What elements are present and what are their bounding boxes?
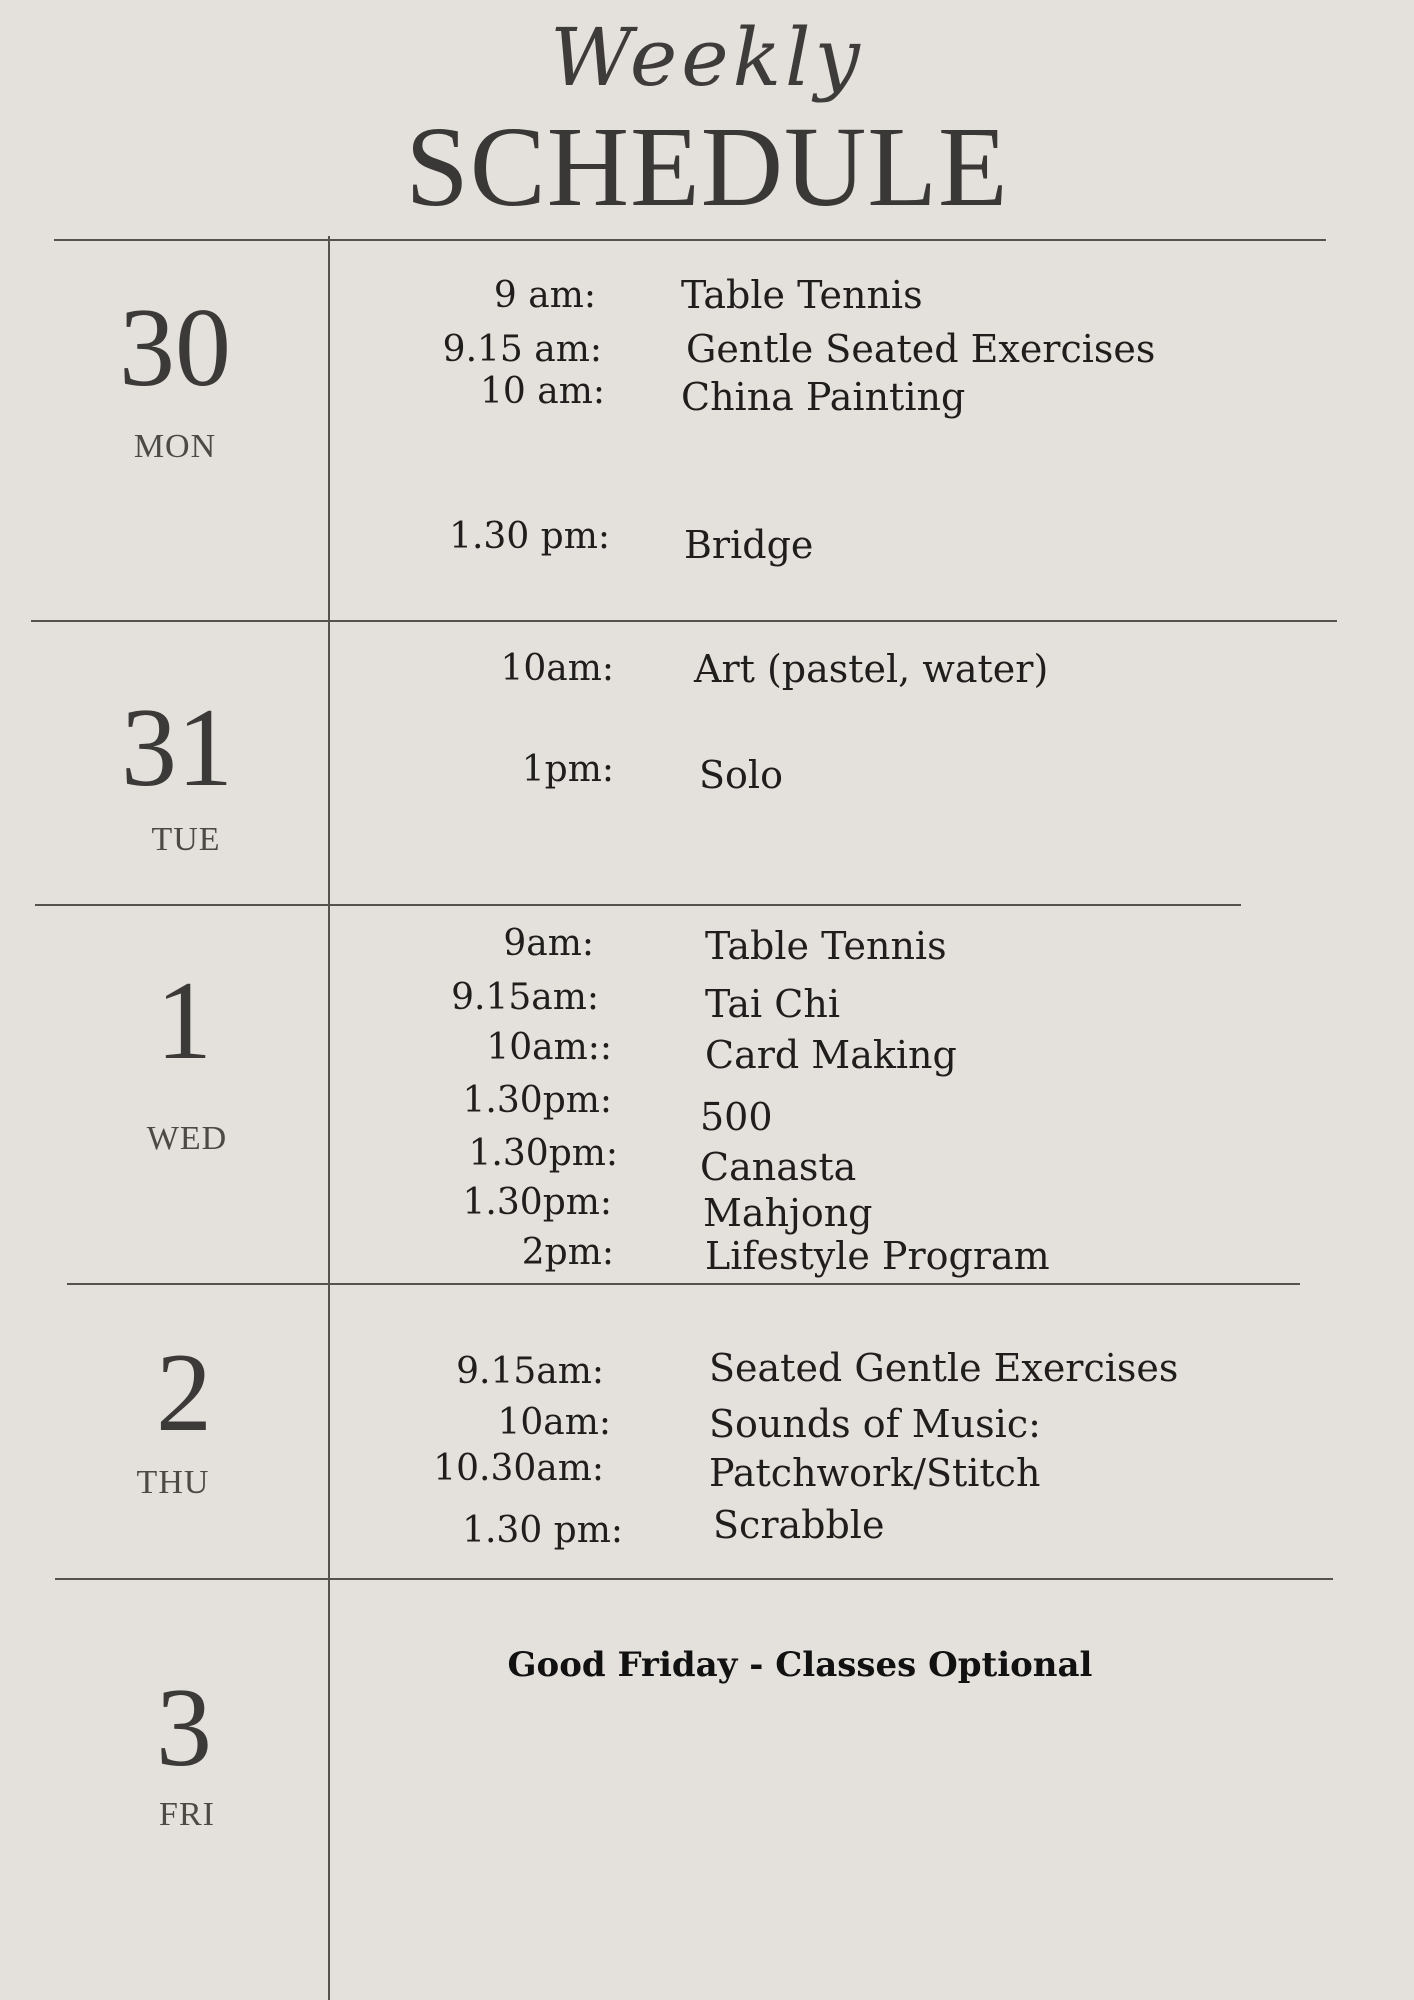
day-name-mon: MON — [133, 428, 217, 465]
time-label: 9.15 am: — [442, 329, 602, 370]
activity-label: Tai Chi — [705, 982, 840, 1026]
time-label: 9am: — [503, 923, 594, 964]
title-script: Weekly — [550, 11, 864, 104]
time-label: 10am: — [500, 648, 614, 689]
day-name-wed: WED — [146, 1120, 228, 1157]
time-label: 9.15am: — [456, 1351, 604, 1392]
page-title: SCHEDULE — [405, 103, 1009, 230]
divider-vertical — [328, 236, 330, 2000]
time-label: 1.30 pm: — [462, 1510, 623, 1551]
activity-label: Card Making — [705, 1033, 957, 1077]
divider-tue-wed — [35, 904, 1241, 906]
activity-label: Seated Gentle Exercises — [709, 1346, 1179, 1390]
time-label: 1pm: — [521, 749, 614, 790]
time-label: 1.30 pm: — [449, 516, 610, 557]
activity-label: China Painting — [681, 375, 966, 419]
activity-label: Patchwork/Stitch — [709, 1451, 1041, 1495]
activity-label: Table Tennis — [681, 273, 923, 317]
time-label: 1.30pm: — [468, 1133, 618, 1174]
time-label: 9.15am: — [451, 977, 599, 1018]
time-label: 10am:: — [486, 1027, 612, 1068]
activity-label: Solo — [699, 753, 783, 797]
day-number-mon: 30 — [119, 286, 231, 410]
activity-label: Sounds of Music: — [709, 1402, 1041, 1446]
day-name-thu: THU — [136, 1464, 210, 1501]
day-number-wed: 1 — [156, 959, 212, 1083]
time-label: 10 am: — [480, 371, 605, 412]
activity-label: Scrabble — [713, 1503, 885, 1547]
time-label: 10.30am: — [433, 1448, 604, 1489]
time-label: 9 am: — [493, 275, 596, 316]
day-number-thu: 2 — [156, 1331, 212, 1455]
activity-label: Table Tennis — [705, 924, 947, 968]
divider-mon-tue — [31, 620, 1337, 622]
time-label: 2pm: — [521, 1232, 614, 1273]
friday-note: Good Friday - Classes Optional — [507, 1645, 1093, 1685]
activity-label: Gentle Seated Exercises — [686, 327, 1156, 371]
divider-wed-thu — [67, 1283, 1300, 1285]
time-label: 1.30pm: — [462, 1080, 612, 1121]
activity-label: Art (pastel, water) — [694, 647, 1049, 691]
time-label: 10am: — [497, 1402, 611, 1443]
activity-label: Canasta — [700, 1145, 857, 1189]
activity-label: Mahjong — [703, 1191, 873, 1235]
divider-thu-fri — [55, 1578, 1333, 1580]
activity-label: Lifestyle Program — [705, 1234, 1050, 1278]
activity-label: 500 — [700, 1095, 773, 1139]
day-number-fri: 3 — [156, 1666, 212, 1790]
day-name-tue: TUE — [151, 821, 221, 858]
divider-top — [54, 239, 1326, 241]
day-name-fri: FRI — [159, 1796, 215, 1833]
activity-label: Bridge — [684, 523, 814, 567]
time-label: 1.30pm: — [462, 1182, 612, 1223]
day-number-tue: 31 — [121, 686, 233, 810]
